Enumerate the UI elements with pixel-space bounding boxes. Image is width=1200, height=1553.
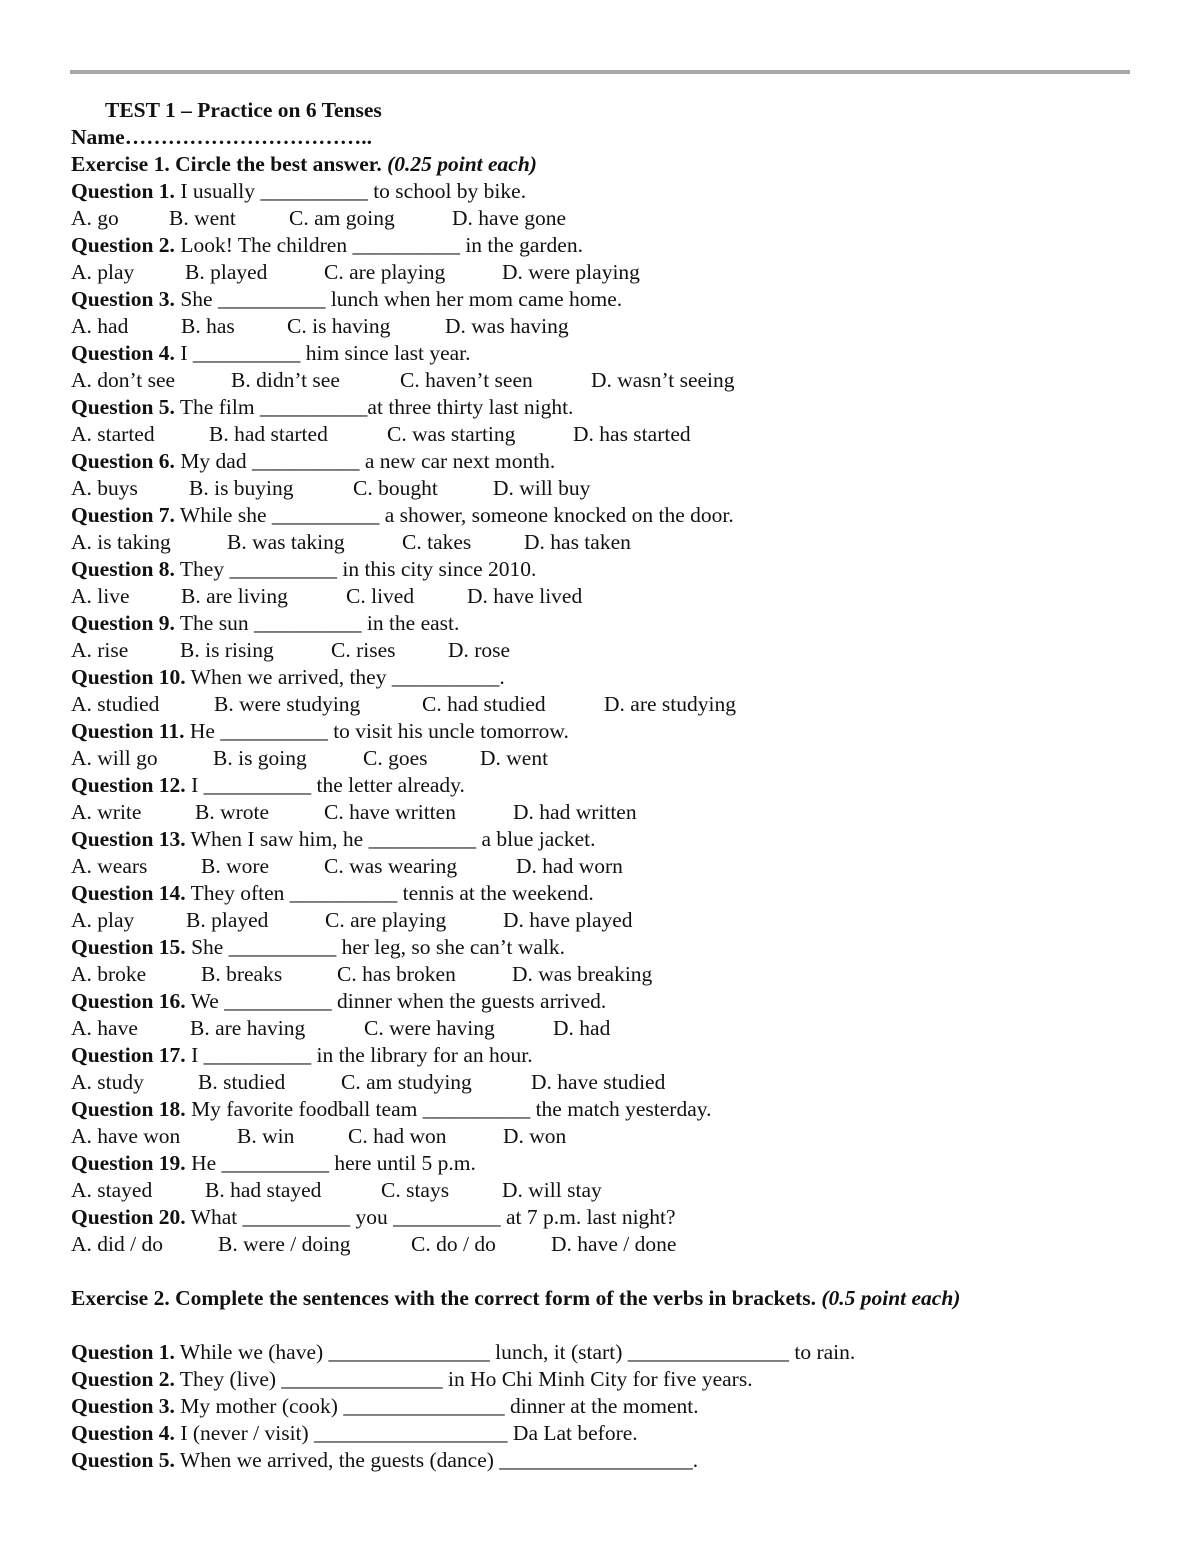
question-line xyxy=(71,340,1151,367)
answer-option[interactable]: D. will stay xyxy=(502,1178,602,1202)
name-line: Name…………………………….. xyxy=(71,125,372,149)
options-line xyxy=(71,259,1151,286)
question-text: They often __________ tennis at the weekend. xyxy=(185,881,594,905)
answer-option[interactable]: C. had studied xyxy=(422,692,546,716)
answer-option[interactable]: A. had xyxy=(71,314,129,338)
options-line xyxy=(71,907,1151,934)
exercise1-heading xyxy=(71,151,1151,178)
answer-option[interactable]: B. is going xyxy=(213,746,307,770)
answer-option[interactable]: B. went xyxy=(169,206,236,230)
question-label: Question 17. xyxy=(71,1043,186,1067)
options-line xyxy=(71,529,1151,556)
question-text: I __________ in the library for an hour. xyxy=(185,1043,533,1067)
answer-option[interactable]: B. didn’t see xyxy=(231,368,340,392)
fill-in-question xyxy=(71,1393,1151,1420)
question-label: Question 15. xyxy=(71,935,186,959)
answer-option[interactable]: D. have gone xyxy=(452,206,567,230)
answer-option[interactable]: C. bought xyxy=(353,476,438,500)
answer-option[interactable]: B. breaks xyxy=(201,962,283,986)
answer-option[interactable]: B. had started xyxy=(209,422,328,446)
answer-option[interactable]: A. play xyxy=(71,908,135,932)
options-line xyxy=(71,745,1151,772)
answer-option[interactable]: A. is taking xyxy=(71,530,171,554)
worksheet xyxy=(71,97,1151,1474)
options-line xyxy=(71,205,1151,232)
options-line xyxy=(71,853,1151,880)
question-text: He __________ to visit his uncle tomorrow. xyxy=(184,719,569,743)
answer-option[interactable]: C. was starting xyxy=(387,422,516,446)
answer-option[interactable]: C. goes xyxy=(363,746,428,770)
answer-option[interactable]: B. is buying xyxy=(189,476,294,500)
question-line xyxy=(71,556,1151,583)
question-line xyxy=(71,880,1151,907)
answer-option[interactable]: C. has broken xyxy=(337,962,456,986)
answer-option[interactable]: A. studied xyxy=(71,692,160,716)
options-line xyxy=(71,313,1151,340)
spacer xyxy=(71,1312,1151,1339)
question-text: While we (have) _______________ lunch, it (start) _______________ to rain. xyxy=(174,1340,856,1364)
question-label: Question 4. xyxy=(71,341,175,365)
exercise2-instruction: Exercise 2. Complete the sentences with the correct form of the verbs in brackets. xyxy=(71,1286,816,1310)
question-text: I __________ the letter already. xyxy=(185,773,465,797)
question-label: Question 19. xyxy=(71,1151,186,1175)
answer-option[interactable]: A. play xyxy=(71,260,135,284)
exercise1-instruction: Exercise 1. Circle the best answer. xyxy=(71,152,382,176)
exercise2-points: (0.5 point each) xyxy=(821,1286,961,1310)
options-line xyxy=(71,1231,1151,1258)
answer-option[interactable]: A. go xyxy=(71,206,119,230)
exercise1-questions xyxy=(71,178,1151,1258)
question-text: When I saw him, he __________ a blue jacket. xyxy=(185,827,596,851)
exercise2-questions xyxy=(71,1339,1151,1474)
answer-option[interactable]: D. had xyxy=(553,1016,611,1040)
answer-option[interactable]: C. were having xyxy=(364,1016,495,1040)
options-line xyxy=(71,475,1151,502)
question-text: She __________ lunch when her mom came home. xyxy=(174,287,623,311)
question-line xyxy=(71,772,1151,799)
options-line xyxy=(71,961,1151,988)
question-line xyxy=(71,1096,1151,1123)
answer-option[interactable]: D. has started xyxy=(573,422,691,446)
page-title: TEST 1 – Practice on 6 Tenses xyxy=(105,98,382,122)
question-label: Question 13. xyxy=(71,827,186,851)
question-line xyxy=(71,610,1151,637)
options-line xyxy=(71,583,1151,610)
answer-option[interactable]: D. have played xyxy=(503,908,633,932)
question-text: Look! The children __________ in the garden. xyxy=(174,233,583,257)
question-label: Question 9. xyxy=(71,611,175,635)
question-label: Question 1. xyxy=(71,179,175,203)
question-label: Question 3. xyxy=(71,287,175,311)
question-text: My dad __________ a new car next month. xyxy=(174,449,556,473)
question-text: The sun __________ in the east. xyxy=(174,611,460,635)
exercise1-points: (0.25 point each) xyxy=(387,152,537,176)
answer-option[interactable]: B. had stayed xyxy=(205,1178,322,1202)
answer-option[interactable]: A. will go xyxy=(71,746,158,770)
options-line xyxy=(71,367,1151,394)
question-label: Question 8. xyxy=(71,557,175,581)
answer-option[interactable]: C. is having xyxy=(287,314,391,338)
options-line xyxy=(71,799,1151,826)
answer-option[interactable]: B. were / doing xyxy=(218,1232,351,1256)
answer-option[interactable]: B. has xyxy=(181,314,235,338)
answer-option[interactable]: B. was taking xyxy=(227,530,345,554)
answer-option[interactable]: C. rises xyxy=(331,638,396,662)
options-line xyxy=(71,691,1151,718)
answer-option[interactable]: D. went xyxy=(480,746,549,770)
question-label: Question 12. xyxy=(71,773,186,797)
question-label: Question 2. xyxy=(71,233,175,257)
question-line xyxy=(71,826,1151,853)
answer-option[interactable]: D. wasn’t seeing xyxy=(591,368,735,392)
answer-option[interactable]: D. won xyxy=(503,1124,567,1148)
answer-option[interactable]: B. were studying xyxy=(214,692,361,716)
options-line xyxy=(71,1177,1151,1204)
answer-option[interactable]: B. are living xyxy=(181,584,288,608)
answer-option[interactable]: A. don’t see xyxy=(71,368,176,392)
options-line xyxy=(71,1069,1151,1096)
answer-option[interactable]: C. takes xyxy=(402,530,472,554)
answer-option[interactable]: D. are studying xyxy=(604,692,736,716)
answer-option[interactable]: A. stayed xyxy=(71,1178,153,1202)
answer-option[interactable]: D. had worn xyxy=(516,854,623,878)
question-text: I (never / visit) __________________ Da Lat before. xyxy=(174,1421,638,1445)
answer-option[interactable]: B. win xyxy=(237,1124,295,1148)
answer-option[interactable]: D. were playing xyxy=(502,260,640,284)
answer-option[interactable]: C. have written xyxy=(324,800,456,824)
answer-option[interactable]: A. write xyxy=(71,800,142,824)
options-line xyxy=(71,1123,1151,1150)
exercise2-heading xyxy=(71,1285,1151,1312)
question-line xyxy=(71,502,1151,529)
question-label: Question 1. xyxy=(71,1340,175,1364)
answer-option[interactable]: C. haven’t seen xyxy=(400,368,533,392)
question-line xyxy=(71,988,1151,1015)
fill-in-question xyxy=(71,1420,1151,1447)
question-text: They (live) _______________ in Ho Chi Minh City for five years. xyxy=(174,1367,753,1391)
top-rule xyxy=(70,70,1130,74)
answer-option[interactable]: B. is rising xyxy=(180,638,274,662)
fill-in-question xyxy=(71,1339,1151,1366)
answer-option[interactable]: A. wears xyxy=(71,854,148,878)
answer-option[interactable]: D. was breaking xyxy=(512,962,653,986)
answer-option[interactable]: C. lived xyxy=(346,584,415,608)
answer-option[interactable]: D. had written xyxy=(513,800,637,824)
question-label: Question 4. xyxy=(71,1421,175,1445)
question-text: What __________ you __________ at 7 p.m. last night? xyxy=(185,1205,676,1229)
question-line xyxy=(71,718,1151,745)
question-text: When we arrived, the guests (dance) __________________. xyxy=(174,1448,699,1472)
question-label: Question 2. xyxy=(71,1367,175,1391)
question-label: Question 3. xyxy=(71,1394,175,1418)
question-text: She __________ her leg, so she can’t walk. xyxy=(185,935,566,959)
answer-option[interactable]: A. study xyxy=(71,1070,144,1094)
fill-in-question xyxy=(71,1366,1151,1393)
question-line xyxy=(71,1150,1151,1177)
answer-option[interactable]: B. played xyxy=(185,260,268,284)
answer-option[interactable]: C. am studying xyxy=(341,1070,472,1094)
answer-option[interactable]: D. have / done xyxy=(551,1232,677,1256)
question-label: Question 7. xyxy=(71,503,175,527)
answer-option[interactable]: A. live xyxy=(71,584,130,608)
answer-option[interactable]: C. am going xyxy=(289,206,395,230)
answer-option[interactable]: A. have xyxy=(71,1016,138,1040)
answer-option[interactable]: D. rose xyxy=(448,638,511,662)
answer-option[interactable]: A. broke xyxy=(71,962,147,986)
question-text: I usually __________ to school by bike. xyxy=(174,179,527,203)
question-label: Question 20. xyxy=(71,1205,186,1229)
question-text: My mother (cook) _______________ dinner at the moment. xyxy=(174,1394,699,1418)
answer-option[interactable]: D. have lived xyxy=(467,584,583,608)
question-line xyxy=(71,664,1151,691)
question-label: Question 5. xyxy=(71,1448,175,1472)
question-label: Question 10. xyxy=(71,665,186,689)
options-line xyxy=(71,637,1151,664)
options-line xyxy=(71,1015,1151,1042)
answer-option[interactable]: C. are playing xyxy=(325,908,447,932)
answer-option[interactable]: C. are playing xyxy=(324,260,446,284)
question-text: While she __________ a shower, someone knocked on the door. xyxy=(174,503,734,527)
answer-option[interactable]: C. was wearing xyxy=(324,854,458,878)
options-line xyxy=(71,421,1151,448)
question-line xyxy=(71,934,1151,961)
question-line xyxy=(71,178,1151,205)
question-label: Question 14. xyxy=(71,881,186,905)
question-line xyxy=(71,232,1151,259)
answer-option[interactable]: B. studied xyxy=(198,1070,286,1094)
answer-option[interactable]: D. has taken xyxy=(524,530,631,554)
answer-option[interactable]: D. have studied xyxy=(531,1070,666,1094)
answer-option[interactable]: A. started xyxy=(71,422,155,446)
answer-option[interactable]: A. have won xyxy=(71,1124,181,1148)
question-line xyxy=(71,1042,1151,1069)
fill-in-question xyxy=(71,1447,1151,1474)
spacer xyxy=(71,1258,1151,1285)
question-text: He __________ here until 5 p.m. xyxy=(185,1151,476,1175)
answer-option[interactable]: B. wore xyxy=(201,854,270,878)
question-text: When we arrived, they __________. xyxy=(185,665,505,689)
answer-option[interactable]: B. played xyxy=(186,908,269,932)
answer-option[interactable]: D. was having xyxy=(445,314,569,338)
answer-option[interactable]: A. rise xyxy=(71,638,129,662)
question-text: They __________ in this city since 2010. xyxy=(174,557,537,581)
answer-option[interactable]: B. are having xyxy=(190,1016,306,1040)
answer-option[interactable]: C. do / do xyxy=(411,1232,496,1256)
answer-option[interactable]: A. buys xyxy=(71,476,138,500)
question-text: The film __________at three thirty last night. xyxy=(174,395,574,419)
question-line xyxy=(71,286,1151,313)
answer-option[interactable]: C. stays xyxy=(381,1178,450,1202)
question-label: Question 11. xyxy=(71,719,185,743)
question-label: Question 16. xyxy=(71,989,186,1013)
answer-option[interactable]: D. will buy xyxy=(493,476,591,500)
answer-option[interactable]: B. wrote xyxy=(195,800,270,824)
question-line xyxy=(71,448,1151,475)
question-text: I __________ him since last year. xyxy=(174,341,471,365)
answer-option[interactable]: C. had won xyxy=(348,1124,447,1148)
question-label: Question 6. xyxy=(71,449,175,473)
answer-option[interactable]: A. did / do xyxy=(71,1232,163,1256)
question-text: My favorite foodball team __________ the match yesterday. xyxy=(185,1097,712,1121)
question-label: Question 5. xyxy=(71,395,175,419)
question-line xyxy=(71,1204,1151,1231)
question-text: We __________ dinner when the guests arrived. xyxy=(185,989,607,1013)
question-label: Question 18. xyxy=(71,1097,186,1121)
question-line xyxy=(71,394,1151,421)
